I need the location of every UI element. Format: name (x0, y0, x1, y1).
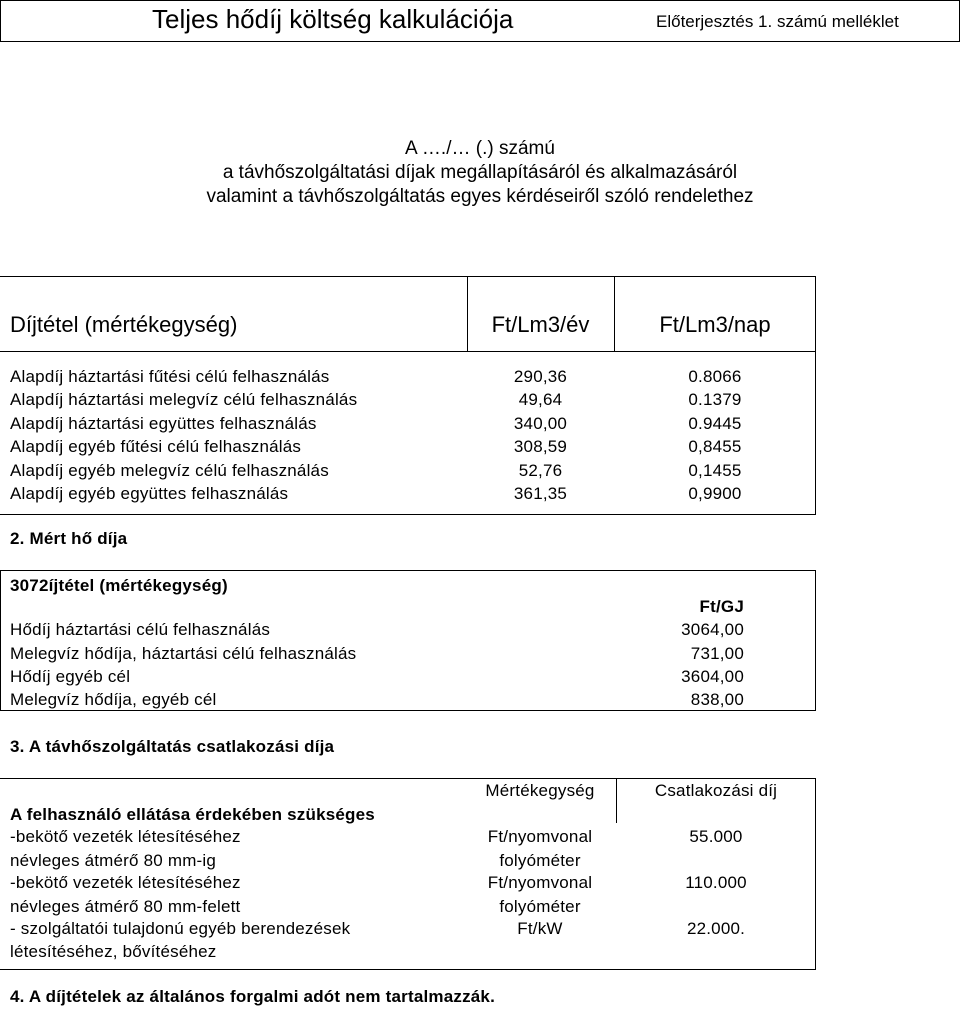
base-fee-row-label: Alapdíj egyéb fűtési célú felhasználás (10, 437, 302, 456)
annex-label: Előterjesztés 1. számú melléklet (656, 12, 899, 31)
header-per-day: Ft/Lm3/nap (659, 312, 771, 337)
section-title-connection-fee: 3. A távhőszolgáltatás csatlakozási díja (10, 737, 335, 756)
section-title-heat-fee: 2. Mért hő díja (10, 529, 128, 548)
base-fee-row-year: 49,64 (518, 390, 563, 409)
heat-fee-row-value: 3064,00 (681, 620, 744, 639)
connection-row-desc: -bekötő vezeték létesítéséhez (10, 827, 241, 846)
connection-row-desc: névleges átmérő 80 mm-felett (10, 897, 241, 916)
base-fee-row-label: Alapdíj háztartási fűtési célú felhasználás (10, 367, 330, 386)
vat-footnote: 4. A díjtételek az általános forgalmi adót nem tartalmazzák. (10, 987, 495, 1006)
base-fee-row-label: Alapdíj egyéb melegvíz célú felhasználás (10, 461, 329, 480)
base-fee-row-year: 290,36 (513, 367, 568, 386)
heat-fee-row-label: Melegvíz hődíja, egyéb cél (10, 690, 217, 709)
heat-fee-header: 3072íjtétel (mértékegység) (10, 576, 228, 595)
column-header-unit: Mértékegység (485, 781, 595, 800)
connection-row-unit: Ft/nyomvonal (487, 827, 593, 846)
heat-fee-row-value: 838,00 (690, 690, 744, 709)
connection-fee-subheader: A felhasználó ellátása érdekében szükséges (10, 805, 375, 824)
document-title: Teljes hődíj költség kalkulációja (152, 4, 514, 34)
connection-row-fee: 22.000. (686, 919, 746, 938)
decree-subject-line-1: a távhőszolgáltatási díjak megállapításáról és alkalmazásáról (222, 162, 738, 183)
connection-row-unit: folyóméter (499, 851, 581, 870)
base-fee-row-day: 0.9445 (688, 414, 742, 433)
base-fee-row-label: Alapdíj háztartási melegvíz célú felhasználás (10, 390, 358, 409)
connection-row-unit: Ft/nyomvonal (487, 873, 593, 892)
base-fee-row-year: 340,00 (513, 414, 568, 433)
connection-row-fee: 55.000 (689, 827, 743, 846)
connection-row-desc: névleges átmérő 80 mm-ig (10, 851, 217, 870)
base-fee-row-year: 361,35 (513, 484, 568, 503)
connection-row-desc: létesítéséhez, bővítéséhez (10, 942, 217, 961)
column-header-fee: Csatlakozási díj (654, 781, 778, 800)
decree-number: A …./… (.) számú (405, 138, 555, 159)
table-divider (0, 351, 816, 352)
heat-fee-row-value: 731,00 (690, 644, 744, 663)
base-fee-row-day: 0,1455 (688, 461, 742, 480)
heat-fee-row-label: Melegvíz hődíja, háztartási célú felhasználás (10, 644, 357, 663)
base-fee-row-day: 0.8066 (688, 367, 742, 386)
base-fee-row-year: 52,76 (518, 461, 563, 480)
base-fee-row-day: 0.1379 (688, 390, 742, 409)
connection-row-fee: 110.000 (685, 873, 747, 892)
base-fee-row-day: 0,8455 (688, 437, 742, 456)
connection-row-unit: Ft/kW (517, 919, 563, 938)
connection-row-unit: folyóméter (499, 897, 581, 916)
base-fee-row-year: 308,59 (513, 437, 568, 456)
heat-fee-row-value: 3604,00 (681, 667, 744, 686)
base-fee-row-label: Alapdíj egyéb együttes felhasználás (10, 484, 289, 503)
connection-row-desc: -bekötő vezeték létesítéséhez (10, 873, 241, 892)
heat-fee-row-label: Hődíj egyéb cél (10, 667, 131, 686)
header-fee-item: Díjtétel (mértékegység) (10, 312, 238, 337)
base-fee-row-day: 0,9900 (688, 484, 742, 503)
decree-subject-line-2: valamint a távhőszolgáltatás egyes kérdéseiről szóló rendelethez (206, 186, 754, 207)
heat-fee-unit: Ft/GJ (699, 597, 744, 616)
base-fee-row-label: Alapdíj háztartási együttes felhasználás (10, 414, 317, 433)
heat-fee-row-label: Hődíj háztartási célú felhasználás (10, 620, 271, 639)
header-per-year: Ft/Lm3/év (491, 312, 590, 337)
connection-row-desc: - szolgáltatói tulajdonú egyéb berendezések (10, 919, 351, 938)
